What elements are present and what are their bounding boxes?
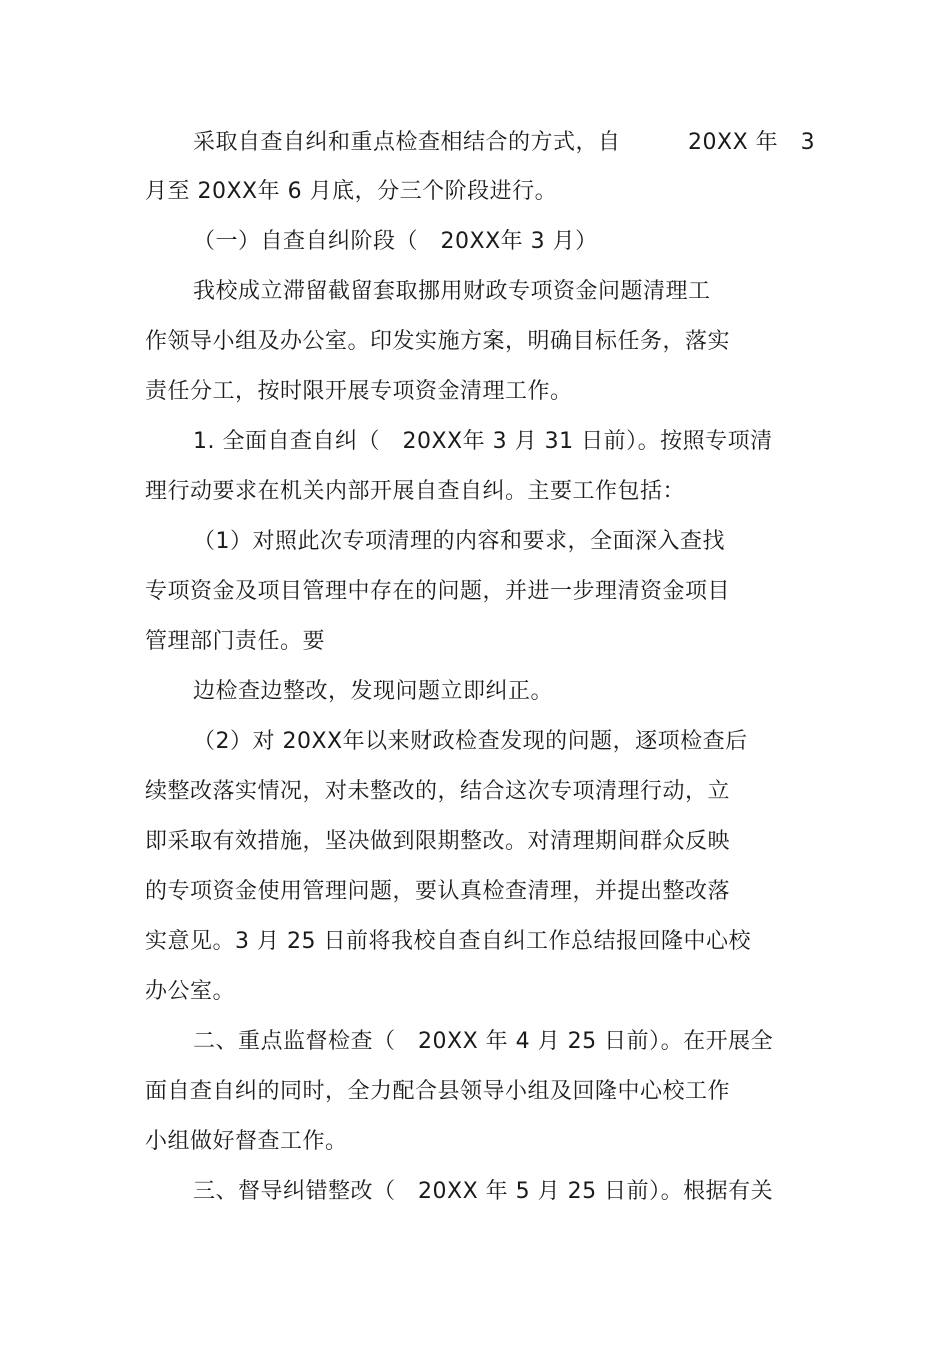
paragraph-line: （1）对照此次专项清理的内容和要求，全面深入查找 [193, 529, 725, 554]
paragraph-line: 作领导小组及办公室。印发实施方案，明确目标任务，落实 [145, 329, 731, 354]
paragraph-line: 月至 20XX年 6 月底，分三个阶段进行。 [145, 179, 558, 204]
paragraph-line: 专项资金及项目管理中存在的问题，并进一步理清资金项目 [145, 579, 731, 604]
paragraph-line: 责任分工，按时限开展专项资金清理工作。 [145, 379, 573, 404]
paragraph-line: 即采取有效措施，坚决做到限期整改。对清理期间群众反映 [145, 829, 731, 854]
paragraph-line: 的专项资金使用管理问题，要认真检查清理，并提出整改落 [145, 879, 731, 904]
paragraph-line: 采取自查自纠和重点检查相结合的方式，自 20XX 年 3 [193, 130, 816, 155]
section-heading: （一）自查自纠阶段（ 20XX年 3 月） [193, 229, 598, 254]
paragraph-line: 我校成立滞留截留套取挪用财政专项资金问题清理工 [193, 279, 711, 304]
paragraph-line: （2）对 20XX年以来财政检查发现的问题，逐项检查后 [193, 729, 748, 754]
paragraph-line: 边检查边整改，发现问题立即纠正。 [193, 679, 554, 704]
paragraph-line: 实意见。3 月 25 日前将我校自查自纠工作总结报回隆中心校 [145, 929, 751, 954]
section-heading: 二、重点监督检查（ 20XX 年 4 月 25 日前）。在开展全 [193, 1029, 774, 1054]
section-heading: 三、督导纠错整改（ 20XX 年 5 月 25 日前）。根据有关 [193, 1179, 774, 1204]
paragraph-line: 管理部门责任。要 [145, 629, 326, 654]
paragraph-line: 续整改落实情况，对未整改的，结合这次专项清理行动，立 [145, 779, 731, 804]
paragraph-line: 理行动要求在机关内部开展自查自纠。主要工作包括： [145, 479, 686, 504]
paragraph-line: 小组做好督查工作。 [145, 1129, 348, 1154]
paragraph-line: 办公室。 [145, 979, 236, 1004]
paragraph-line: 1. 全面自查自纠（ 20XX年 3 月 31 日前）。按照专项清 [193, 429, 773, 454]
paragraph-line: 面自查自纠的同时，全力配合县领导小组及回隆中心校工作 [145, 1079, 731, 1104]
